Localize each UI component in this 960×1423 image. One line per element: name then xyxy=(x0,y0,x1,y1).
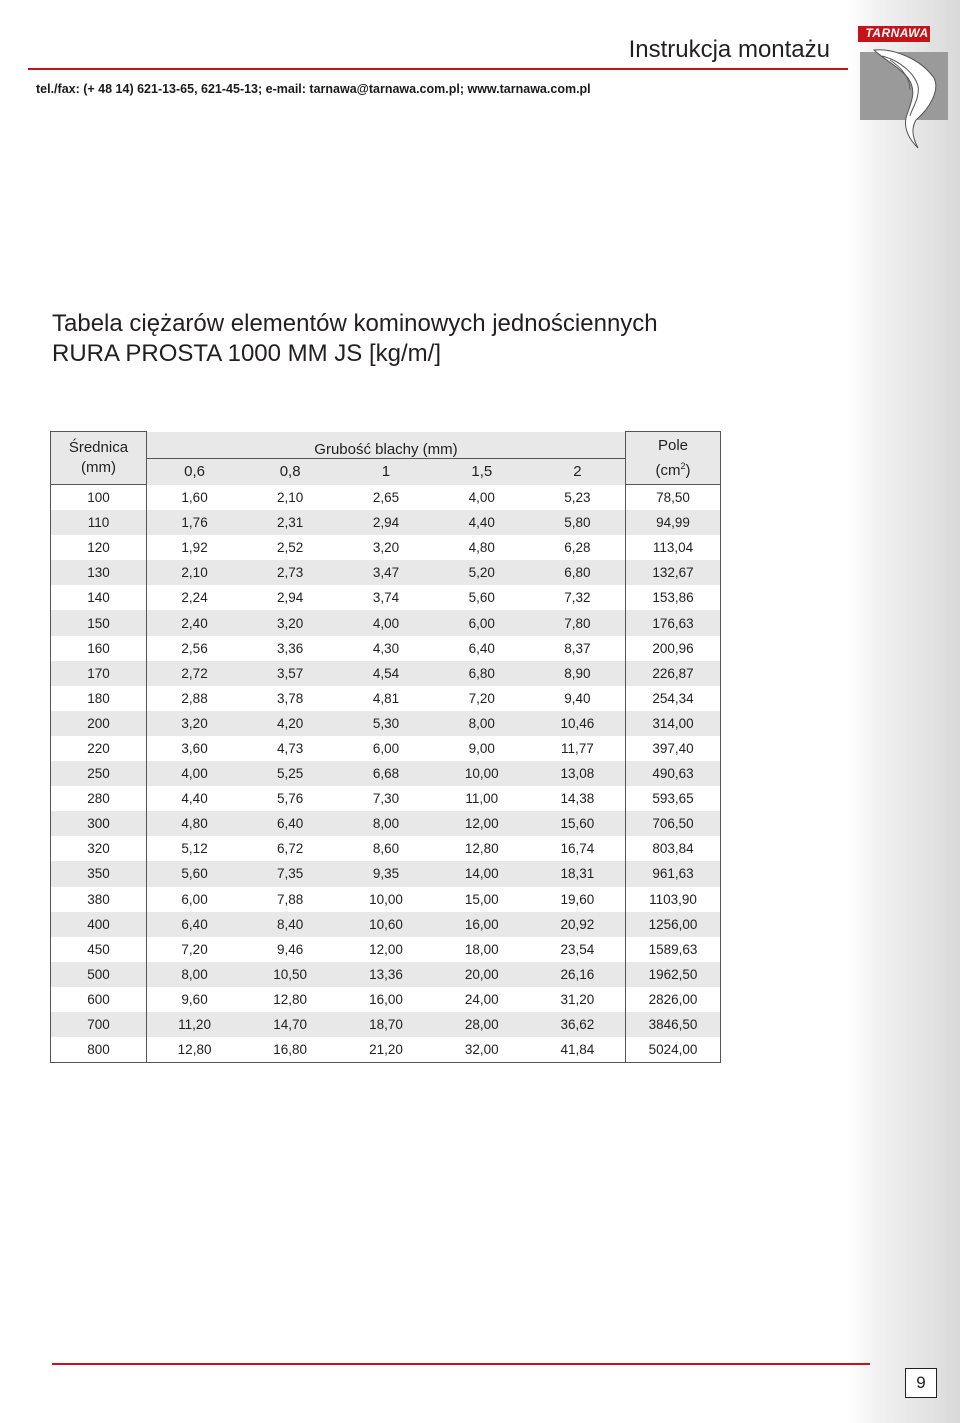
area-cell: 176,63 xyxy=(626,610,721,635)
weight-cell: 3,20 xyxy=(146,711,242,736)
weight-cell: 26,16 xyxy=(530,962,626,987)
weight-cell: 28,00 xyxy=(434,1012,530,1037)
weight-cell: 5,12 xyxy=(181,841,208,857)
area-header xyxy=(626,432,721,485)
diameter-cell: 700 xyxy=(51,1012,147,1037)
tarnawa-logo xyxy=(852,20,952,155)
diameter-cell: 600 xyxy=(51,987,147,1012)
weight-cell: 6,68 xyxy=(338,761,434,786)
area-cell: 78,50 xyxy=(626,485,721,511)
diameter-cell: 280 xyxy=(51,786,147,811)
weight-cell: 16,00 xyxy=(434,912,530,937)
weight-cell: 9,35 xyxy=(338,861,434,886)
weight-cell: 2,52 xyxy=(277,540,304,556)
weight-cell: 11,77 xyxy=(560,740,594,756)
page-header-title: Instrukcja montażu xyxy=(628,36,830,63)
weight-cell: 4,00 xyxy=(468,489,495,505)
weight-cell: 3,74 xyxy=(372,590,400,606)
weight-cell: 12,80 xyxy=(273,991,308,1007)
weight-cell: 9,40 xyxy=(564,690,591,706)
table-row xyxy=(51,987,721,1012)
weight-cell: 7,80 xyxy=(530,610,626,635)
table-row xyxy=(51,510,721,535)
weight-cell: 4,81 xyxy=(372,690,400,706)
weight-cell: 2,10 xyxy=(146,560,242,585)
diameter-cell: 160 xyxy=(51,636,147,661)
diameter-cell: 380 xyxy=(51,887,147,912)
weight-cell: 2,10 xyxy=(277,489,304,505)
weight-cell: 2,40 xyxy=(146,610,242,635)
weight-cell: 20,00 xyxy=(434,962,530,987)
weight-cell: 6,40 xyxy=(468,640,495,656)
weight-cell: 6,40 xyxy=(242,811,338,836)
weight-cell: 2,56 xyxy=(181,640,208,656)
weight-cell: 7,30 xyxy=(372,791,400,807)
weight-cell: 7,20 xyxy=(468,690,495,706)
area-cell: 397,40 xyxy=(626,736,721,761)
weight-cell: 4,40 xyxy=(434,510,530,535)
table-row xyxy=(51,786,721,811)
area-cell: 153,86 xyxy=(626,585,721,610)
weight-cell: 3,78 xyxy=(277,690,304,706)
area-cell: 1103,90 xyxy=(626,887,721,912)
weight-cell: 6,40 xyxy=(146,912,242,937)
weight-cell: 6,72 xyxy=(277,841,304,857)
weight-cell: 5,76 xyxy=(277,791,304,807)
weight-cell: 2,88 xyxy=(181,690,208,706)
weight-cell: 8,90 xyxy=(530,661,626,686)
weight-cell: 4,80 xyxy=(146,811,242,836)
weight-cell: 6,00 xyxy=(372,740,400,756)
weight-cell: 18,00 xyxy=(464,941,499,957)
weight-cell: 9,00 xyxy=(468,740,495,756)
weight-cell: 12,00 xyxy=(434,811,530,836)
area-cell: 314,00 xyxy=(626,711,721,736)
diameter-cell: 800 xyxy=(51,1037,147,1063)
area-cell: 803,84 xyxy=(626,836,721,861)
weight-cell: 10,00 xyxy=(369,891,403,907)
footer-divider xyxy=(52,1363,870,1365)
weight-cell: 5,80 xyxy=(530,510,626,535)
weight-cell: 8,00 xyxy=(146,962,242,987)
area-cell: 1962,50 xyxy=(626,962,721,987)
thickness-column-header: 0,6 xyxy=(146,458,242,485)
weight-cell: 4,80 xyxy=(468,540,495,556)
weight-cell: 9,60 xyxy=(181,991,208,1007)
thickness-column-header: 2 xyxy=(530,458,626,485)
weight-cell: 6,28 xyxy=(564,540,591,556)
weight-cell: 7,88 xyxy=(277,891,304,907)
weight-cell: 21,20 xyxy=(338,1037,434,1063)
weight-cell: 16,80 xyxy=(242,1037,338,1063)
table-row xyxy=(51,711,721,736)
weight-cell: 8,00 xyxy=(338,811,434,836)
weight-cell: 41,84 xyxy=(530,1037,626,1063)
weight-cell: 7,20 xyxy=(181,941,208,957)
area-cell: 113,04 xyxy=(626,535,721,560)
weight-cell: 4,73 xyxy=(277,740,304,756)
thickness-column-header: 0,8 xyxy=(242,458,338,485)
area-cell: 132,67 xyxy=(626,560,721,585)
table-row xyxy=(51,1012,721,1037)
weight-cell: 4,30 xyxy=(372,640,400,656)
weight-cell: 4,54 xyxy=(338,661,434,686)
weight-cell: 2,72 xyxy=(146,661,242,686)
weight-cell: 18,70 xyxy=(338,1012,434,1037)
weight-cell: 19,60 xyxy=(560,891,595,907)
table-row xyxy=(51,485,721,511)
weight-cell: 10,00 xyxy=(434,761,530,786)
weight-cell: 10,50 xyxy=(242,962,338,987)
diameter-cell: 250 xyxy=(51,761,147,786)
table-row xyxy=(51,861,721,886)
table-row xyxy=(51,836,721,861)
table-row xyxy=(51,937,721,962)
diameter-cell: 180 xyxy=(51,686,147,711)
weight-cell: 2,65 xyxy=(372,489,400,505)
weight-cell: 7,32 xyxy=(564,590,591,606)
weight-cell: 31,20 xyxy=(560,991,595,1007)
weight-cell: 10,60 xyxy=(338,912,434,937)
diameter-header-label: Średnica xyxy=(68,439,129,456)
logo-text: TARNAWA xyxy=(865,26,929,40)
diameter-cell: 130 xyxy=(51,560,147,585)
weight-cell: 6,80 xyxy=(530,560,626,585)
diameter-header-unit: (mm) xyxy=(80,459,116,476)
thickness-column-header: 1 xyxy=(338,458,434,485)
right-gradient-strip xyxy=(848,0,960,1423)
table-row xyxy=(51,962,721,987)
table-row xyxy=(51,1037,721,1063)
weight-cell: 15,00 xyxy=(464,891,499,907)
diameter-cell: 100 xyxy=(51,485,147,511)
weights-table xyxy=(50,431,721,1063)
thickness-group-header: Grubość blachy (mm) xyxy=(146,432,625,459)
area-cell: 706,50 xyxy=(626,811,721,836)
weight-cell: 11,20 xyxy=(146,1012,242,1037)
weight-cell: 6,80 xyxy=(434,661,530,686)
area-cell: 593,65 xyxy=(626,786,721,811)
area-cell: 5024,00 xyxy=(626,1037,721,1063)
weight-cell: 1,60 xyxy=(181,489,208,505)
weight-cell: 8,40 xyxy=(242,912,338,937)
diameter-cell: 320 xyxy=(51,836,147,861)
diameter-cell: 400 xyxy=(51,912,147,937)
area-cell: 254,34 xyxy=(626,686,721,711)
contact-info: tel./fax: (+ 48 14) 621-13-65, 621-45-13; e-mail: tarnawa@tarnawa.com.pl; www.tarnawa.com.pl xyxy=(36,82,591,96)
weight-cell: 8,37 xyxy=(564,640,591,656)
page-number: 9 xyxy=(905,1368,937,1398)
weight-cell: 16,74 xyxy=(560,841,595,857)
weight-cell: 3,57 xyxy=(242,661,338,686)
weight-cell: 13,08 xyxy=(530,761,626,786)
area-cell: 1589,63 xyxy=(626,937,721,962)
weight-cell: 36,62 xyxy=(530,1012,626,1037)
table-row xyxy=(51,761,721,786)
weight-cell: 1,92 xyxy=(181,540,208,556)
weight-cell: 16,00 xyxy=(369,991,403,1007)
thickness-header-row xyxy=(51,458,721,485)
weight-cell: 7,35 xyxy=(242,861,338,886)
diameter-cell: 200 xyxy=(51,711,147,736)
thickness-column-header: 1,5 xyxy=(434,458,530,485)
weight-cell: 4,00 xyxy=(146,761,242,786)
weight-cell: 2,24 xyxy=(181,590,208,606)
weight-cell: 2,73 xyxy=(242,560,338,585)
weight-cell: 6,00 xyxy=(434,610,530,635)
diameter-cell: 300 xyxy=(51,811,147,836)
weight-cell: 5,23 xyxy=(564,489,591,505)
area-cell: 3846,50 xyxy=(626,1012,721,1037)
weight-cell: 4,40 xyxy=(181,791,208,807)
diameter-cell: 140 xyxy=(51,585,147,610)
diameter-cell: 120 xyxy=(51,535,147,560)
weight-cell: 8,60 xyxy=(372,841,400,857)
area-cell: 1256,00 xyxy=(626,912,721,937)
weight-cell: 8,00 xyxy=(434,711,530,736)
diameter-cell: 450 xyxy=(51,937,147,962)
table-row xyxy=(51,736,721,761)
weight-cell: 11,00 xyxy=(465,791,499,807)
table-body xyxy=(51,485,721,1063)
weight-cell: 5,60 xyxy=(468,590,495,606)
diameter-cell: 220 xyxy=(51,736,147,761)
diameter-cell: 350 xyxy=(51,861,147,886)
weight-cell: 12,80 xyxy=(464,841,499,857)
weight-cell: 2,94 xyxy=(277,590,304,606)
table-row xyxy=(51,686,721,711)
table-title-line2: RURA PROSTA 1000 MM JS [kg/m/] xyxy=(52,340,441,367)
area-cell: 490,63 xyxy=(626,761,721,786)
diameter-cell: 110 xyxy=(51,510,147,535)
weight-cell: 3,60 xyxy=(181,740,208,756)
table-row xyxy=(51,560,721,585)
table-title-line1: Tabela ciężarów elementów kominowych jednościennych xyxy=(52,310,658,337)
weight-cell: 3,36 xyxy=(277,640,304,656)
weight-cell: 20,92 xyxy=(530,912,626,937)
diameter-cell: 500 xyxy=(51,962,147,987)
table-row xyxy=(51,610,721,635)
weight-cell: 5,30 xyxy=(338,711,434,736)
table-row xyxy=(51,636,721,661)
weight-cell: 9,46 xyxy=(277,941,304,957)
table-row xyxy=(51,585,721,610)
table-row xyxy=(51,535,721,560)
weight-cell: 5,60 xyxy=(146,861,242,886)
weight-cell: 14,38 xyxy=(560,791,595,807)
weight-cell: 12,80 xyxy=(146,1037,242,1063)
diameter-cell: 170 xyxy=(51,661,147,686)
weight-cell: 13,36 xyxy=(338,962,434,987)
weight-cell: 23,54 xyxy=(560,941,595,957)
weight-cell: 4,20 xyxy=(242,711,338,736)
weight-cell: 5,25 xyxy=(242,761,338,786)
weight-cell: 3,20 xyxy=(242,610,338,635)
table-title xyxy=(52,309,658,369)
weight-cell: 15,60 xyxy=(530,811,626,836)
area-cell: 226,87 xyxy=(626,661,721,686)
weight-cell: 4,00 xyxy=(338,610,434,635)
area-cell: 961,63 xyxy=(626,861,721,886)
diameter-header xyxy=(51,432,147,485)
area-cell: 94,99 xyxy=(626,510,721,535)
weight-cell: 6,00 xyxy=(181,891,208,907)
weight-cell: 5,20 xyxy=(434,560,530,585)
weight-cell: 14,00 xyxy=(434,861,530,886)
weight-cell: 2,94 xyxy=(338,510,434,535)
header-divider xyxy=(28,68,848,70)
table-row xyxy=(51,912,721,937)
weight-cell: 10,46 xyxy=(530,711,626,736)
weight-cell: 2,31 xyxy=(242,510,338,535)
weight-cell: 1,76 xyxy=(146,510,242,535)
table-row xyxy=(51,887,721,912)
weight-cell: 3,47 xyxy=(338,560,434,585)
table-row xyxy=(51,811,721,836)
weight-cell: 14,70 xyxy=(242,1012,338,1037)
area-cell: 2826,00 xyxy=(626,987,721,1012)
table-row xyxy=(51,661,721,686)
weight-cell: 3,20 xyxy=(372,540,400,556)
weight-cell: 32,00 xyxy=(434,1037,530,1063)
area-header-unit: $(cm^2)$ xyxy=(655,460,691,479)
area-cell: 200,96 xyxy=(626,636,721,661)
area-header-label: Pole xyxy=(658,436,689,454)
weight-cell: 12,00 xyxy=(369,941,403,957)
weight-cell: 24,00 xyxy=(464,991,499,1007)
weight-cell: 18,31 xyxy=(530,861,626,886)
diameter-cell: 150 xyxy=(51,610,147,635)
